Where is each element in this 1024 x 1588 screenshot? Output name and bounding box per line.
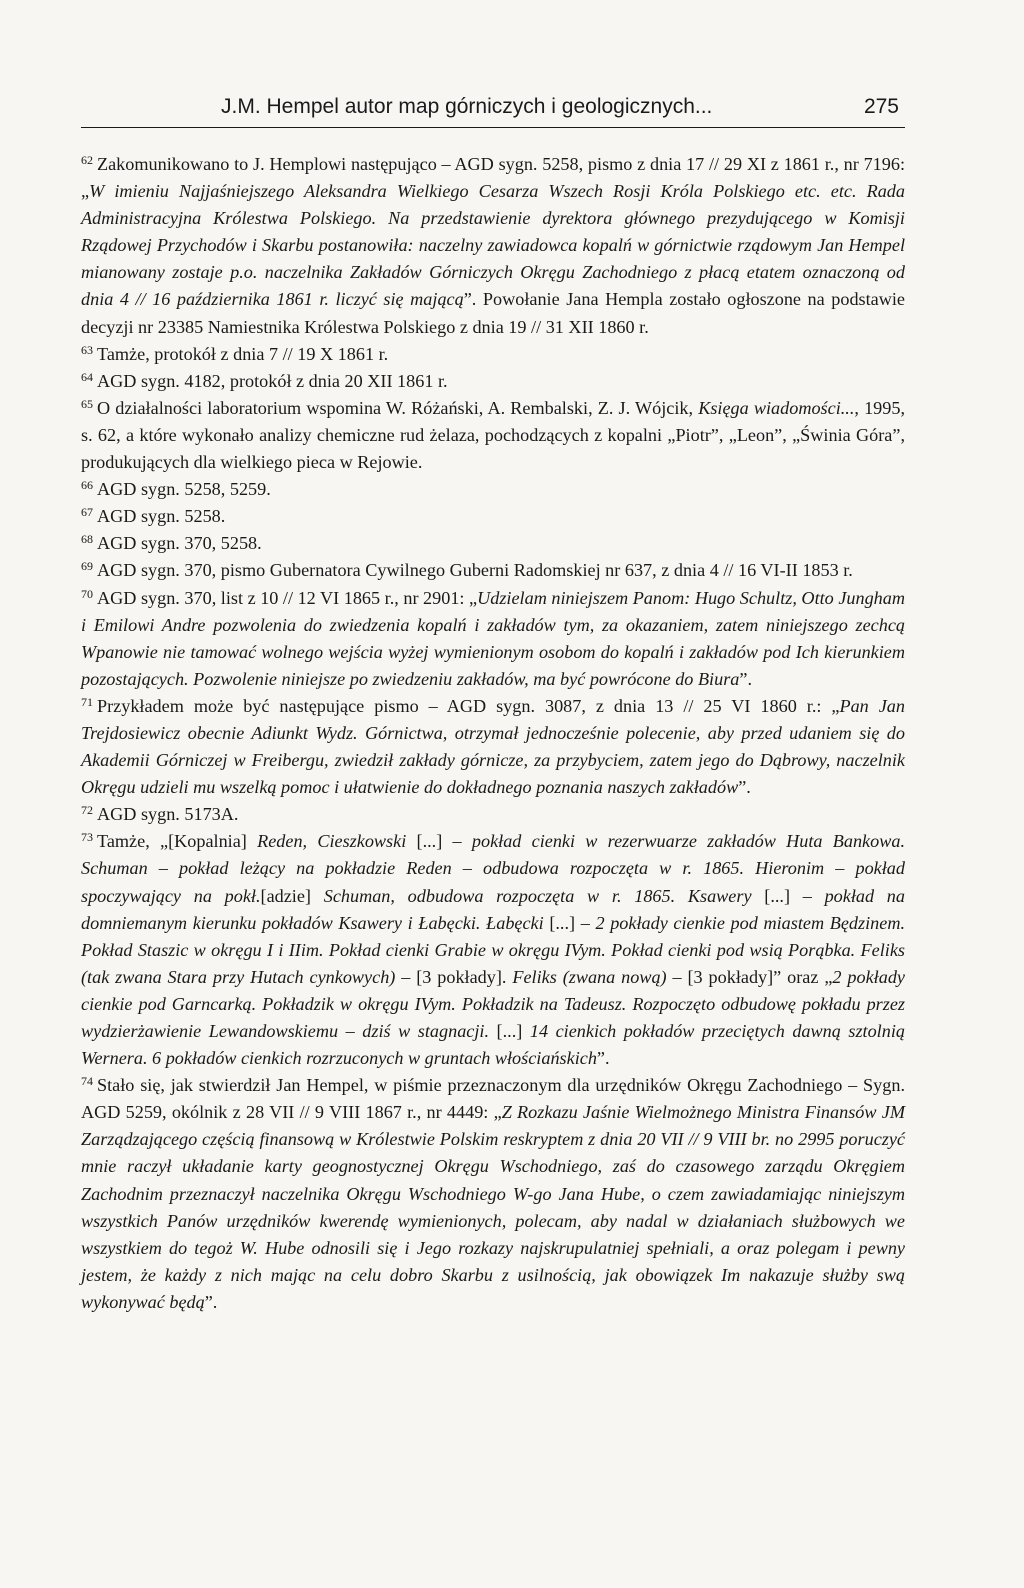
footnote-italic-text: Księga wiadomości... <box>698 397 855 418</box>
footnote-italic-text: Z Rozkazu Jaśnie Wielmożnego Ministra Finansów JM Zarządzającego częścią finansową w Królestwie Polskim reskryptem z dnia 20 VII // 9 VIII br. no 2995 poruczyć mnie raczył układanie karty geognostycznej Okręgu Wschodniego, zaś do czasowego zarządu Okręgiem Zachodnim przeznaczył naczelnika Okręgu Wschodniego W-go Jana Hube, o czem zawiadamiając niniejszym wszystkich Panów urzędników kwerendę wymienionych, polecam, aby nadal w działaniach służbowych we wszystkiem do tegoż W. Hube odnosili się i Jego rozkazy najskrupulatniej spełniali, a oraz polegam i pewny jestem, że każdy z nich mając na celu dobro Skarbu z usilnością, jak obowiązek Im nakazuje służby swą wykonywać będą <box>81 1102 905 1312</box>
footnote-italic-text: 14 cienkich pokładów przeciętych dawną sztolnią Wernera. 6 pokładów cienkich rozrzuconych w gruntach włościańskich <box>81 1021 905 1069</box>
footnote-italic-text: Schuman, odbudowa rozpoczęta w r. 1865. Ksawery <box>311 885 752 906</box>
footnote-text: [...] – <box>751 885 825 906</box>
footnote-67 <box>81 503 905 530</box>
footnote-text: Przykładem może być następujące pismo – AGD sygn. 3087, z dnia 13 // 25 VI 1860 r.: „ <box>97 695 840 716</box>
footnote-text: [...] – <box>406 831 472 852</box>
footnote-text: [...] – <box>543 912 596 933</box>
footnote-64 <box>81 368 905 395</box>
footnote-text: ”. <box>204 1291 218 1312</box>
footnote-69 <box>81 557 905 584</box>
footnote-73 <box>81 828 905 1072</box>
footnote-italic-text: Pan Jan Trejdosiewicz obecnie Adiunkt Wydz. Górnictwa, otrzymał jednocześnie polecenie, aby przed udaniem się do Akademii Górniczej w Freibergu, zwiedził zakłady górnicze, za przybyciem, zatem jego do Dąbrowy, naczelnik Okręgu udzieli mu wszelką pomoc i ułatwienie do dokładnego poznania naszych zakładów <box>81 695 905 798</box>
footnote-text: AGD sygn. 370, list z 10 // 12 VI 1865 r., nr 2901: „ <box>97 587 478 608</box>
footnote-68 <box>81 530 905 557</box>
footnote-italic-text: Feliks (zwana nową) <box>512 966 667 987</box>
footnote-62 <box>81 151 905 341</box>
footnote-italic-text: pokład na domniemanym kierunku pokładów Ksawery i Łabęcki. Łabęcki <box>81 885 905 933</box>
footnote-number: 65 <box>81 396 93 411</box>
footnote-italic-text: Udzielam niniejszem Panom: Hugo Schultz, Otto Jungham i Emilowi Andre pozwolenia do zwiedzenia kopalń i zakładów tym, za okazaniem, zatem niniejszego zechcą Wpanowie nie tamować wolnego wejścia wyżej wymienionym osobom do kopalń i zakładów pod Ich kierunkiem pozostających. Pozwolenie niniejsze po zwiedzeniu zakładów, ma być powrócone do Biura <box>81 587 905 689</box>
footnote-italic-text: 2 pokłady cienkie pod Garncarką. Pokładzik w okręgu IVym. Pokładzik na Tadeusz. Rozpoczęto odbudowę pokładu przez wydzierżawienie Lewandowskiemu – dziś w stagnacji. <box>81 966 905 1041</box>
footnote-number: 62 <box>81 153 93 167</box>
footnote-text: ”. <box>738 777 751 798</box>
footnote-number: 63 <box>81 342 93 357</box>
footnote-63 <box>81 341 905 368</box>
footnote-text: ”. Powołanie Jana Hempla zostało ogłoszone na podstawie decyzji nr 23385 Namiestnika Królestwa Polskiego z dnia 19 // 31 XII 1860 r. <box>81 289 905 337</box>
footnote-number: 72 <box>81 803 93 818</box>
running-title: J.M. Hempel autor map górniczych i geologicznych... <box>221 95 713 118</box>
footnote-number: 68 <box>81 532 93 547</box>
footnote-text: AGD sygn. 370, pismo Gubernatora Cywilnego Guberni Radomskiej nr 637, z dnia 4 // 16 VI-II 1853 r. <box>97 560 853 581</box>
footnote-text: [...] <box>489 1021 530 1041</box>
footnote-number: 74 <box>81 1074 93 1089</box>
footnote-text: – [3 pokłady]” oraz „ <box>666 966 833 987</box>
footnote-italic-text: Reden, Cieszkowski <box>257 831 407 852</box>
footnote-text: ”. <box>739 668 752 689</box>
footnote-text: Tamże, „[Kopalnia] <box>97 831 258 852</box>
footnote-text: AGD sygn. 5258. <box>97 506 226 527</box>
footnote-text: AGD sygn. 370, 5258. <box>97 533 262 554</box>
footnote-number: 71 <box>81 694 93 709</box>
footnote-74 <box>81 1072 905 1316</box>
footnote-number: 69 <box>81 559 93 574</box>
footnote-65 <box>81 395 905 476</box>
footnote-text: , 1995, s. 62, a które wykonało analizy chemiczne rud żelaza, pochodzących z kopalni „Piotr”, „Leon”, „Świnia Góra”, produkujących dla wielkiego pieca w Rejowie. <box>81 397 906 473</box>
footnote-text: Zakomunikowano to J. Hemplowi następująco – AGD sygn. 5258, pismo z dnia 17 // 29 XI z 1861 r., nr 7196: „ <box>81 154 905 202</box>
footnote-text: [adzie] <box>260 885 311 906</box>
footnote-number: 67 <box>81 505 93 520</box>
footnote-italic-text: 2 pokłady cienkie pod miastem Będzinem. Pokład Staszic w okręgu I i IIim. Pokład cienki Grabie w okręgu IVym. Pokład cienki pod wsią Porąbka. Feliks (tak zwana Stara przy Hutach cynkowych) <box>81 912 905 987</box>
running-header <box>81 93 905 128</box>
footnote-number: 66 <box>81 478 93 493</box>
footnote-text: O działalności laboratorium wspomina W. Różański, A. Rembalski, Z. J. Wójcik, <box>97 397 699 418</box>
footnote-italic-text: pokład cienki w rezerwuarze zakładów Huta Bankowa. Schuman – pokład leżący na pokładzie Reden – odbudowa rozpoczęta w r. 1865. Hieronim – pokład spoczywający na pokł. <box>81 831 905 906</box>
footnote-italic-text: W imieniu Najjaśniejszego Aleksandra Wielkiego Cesarza Wszech Rosji Króla Polskiego etc. etc. Rada Administracyjna Królestwa Polskiego. Na przedstawienie dyrektora głównego prezydującego w Komisji Rządowej Przychodów i Skarbu postanowiła: naczelny zawiadowca kopalń w górnictwie rządowym Jan Hempel mianowany zostaje p.o. naczelnika Zakładów Górniczych Okręgu Zachodniego z płacą etatem oznaczoną od dnia 4 // 16 października 1861 r. liczyć się mającą <box>81 181 905 310</box>
footnote-text: AGD sygn. 5173A. <box>97 804 239 825</box>
page-number: 275 <box>863 95 899 118</box>
footnote-text: AGD sygn. 4182, protokół z dnia 20 XII 1861 r. <box>97 370 448 391</box>
footnote-72 <box>81 801 905 828</box>
footnote-number: 70 <box>81 586 93 601</box>
footnote-text: Stało się, jak stwierdził Jan Hempel, w piśmie przeznaczonym dla urzędników Okręgu Zachodniego – Sygn. AGD 5259, okólnik z 28 VII // 9 VIII 1867 r., nr 4449: „ <box>81 1075 905 1123</box>
footnote-text: AGD sygn. 5258, 5259. <box>97 479 271 500</box>
footnote-70 <box>81 585 905 693</box>
footnote-number: 73 <box>81 830 93 845</box>
footnote-71 <box>81 693 905 801</box>
footnotes-section <box>81 151 905 1316</box>
footnote-66 <box>81 476 905 503</box>
footnote-text: ”. <box>596 1048 610 1069</box>
footnote-text: Tamże, protokół z dnia 7 // 19 X 1861 r. <box>97 343 389 364</box>
footnote-number: 64 <box>81 369 93 384</box>
footnote-text: – [3 pokłady]. <box>395 966 513 987</box>
